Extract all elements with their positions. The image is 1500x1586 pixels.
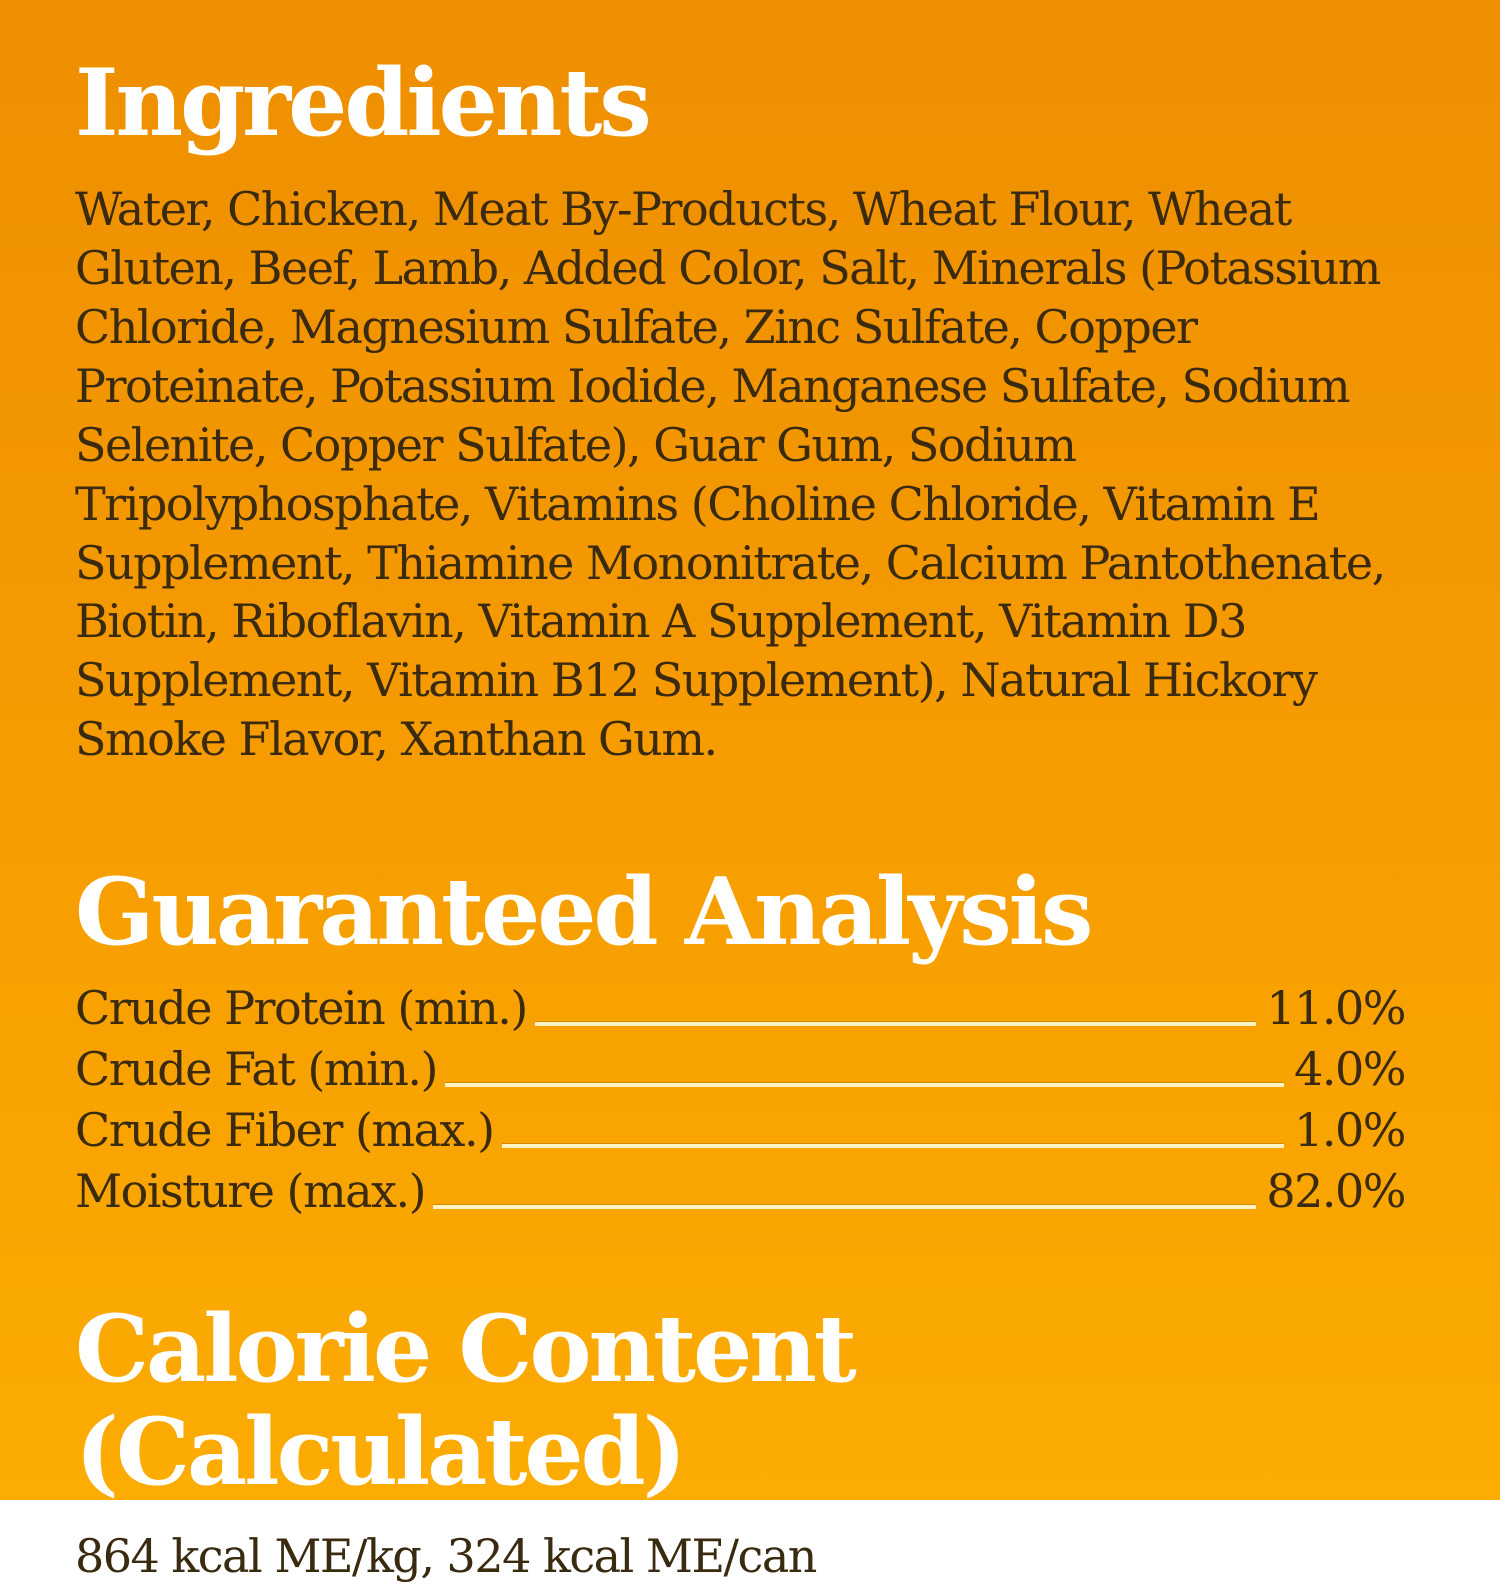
analysis-value: 82.0% [1266, 1164, 1405, 1219]
analysis-label: Crude Fat (min.) [75, 1042, 437, 1097]
analysis-label: Crude Fiber (max.) [75, 1103, 494, 1158]
analysis-row-crude-protein [75, 981, 1405, 1036]
analysis-label: Moisture (max.) [75, 1164, 426, 1219]
analysis-row-moisture [75, 1164, 1405, 1219]
leader-line [433, 1205, 1256, 1209]
analysis-value: 4.0% [1294, 1042, 1405, 1097]
ingredients-heading: Ingredients [75, 48, 649, 157]
analysis-label: Crude Protein (min.) [75, 981, 527, 1036]
analysis-value: 1.0% [1294, 1103, 1405, 1158]
ingredients-list: Water, Chicken, Meat By-Products, Wheat Flour, Wheat Gluten, Beef, Lamb, Added Color, Salt, Minerals (Potassium Chloride, Magnesium Sulfate, Zinc Sulfate, Copper Proteinate, Potassium Iodide, Manganese Sulfate, Sodium Selenite, Copper Sulfate), Guar Gum, Sodium Tripolyphosphate, Vitamins (Choline Chloride, Vitamin E Supplement, Thiamine Mononitrate, Calcium Pantothenate, Biotin, Riboflavin, Vitamin A Supplement, Vitamin D3 Supplement, Vitamin B12 Supplement), Natural Hickory Smoke Flavor, Xanthan Gum. [75, 182, 1385, 767]
guaranteed-analysis-heading: Guaranteed Analysis [75, 857, 1091, 967]
calorie-content-values: 864 kcal ME/kg, 324 kcal ME/can [75, 1528, 816, 1583]
analysis-value: 11.0% [1266, 981, 1405, 1036]
analysis-row-crude-fiber [75, 1103, 1405, 1158]
leader-line [535, 1022, 1256, 1026]
leader-line [445, 1083, 1284, 1087]
leader-line [502, 1144, 1285, 1148]
analysis-row-crude-fat [75, 1042, 1405, 1097]
calorie-content-heading: Calorie Content (Calculated) [75, 1294, 854, 1506]
guaranteed-analysis-table [75, 981, 1405, 1219]
